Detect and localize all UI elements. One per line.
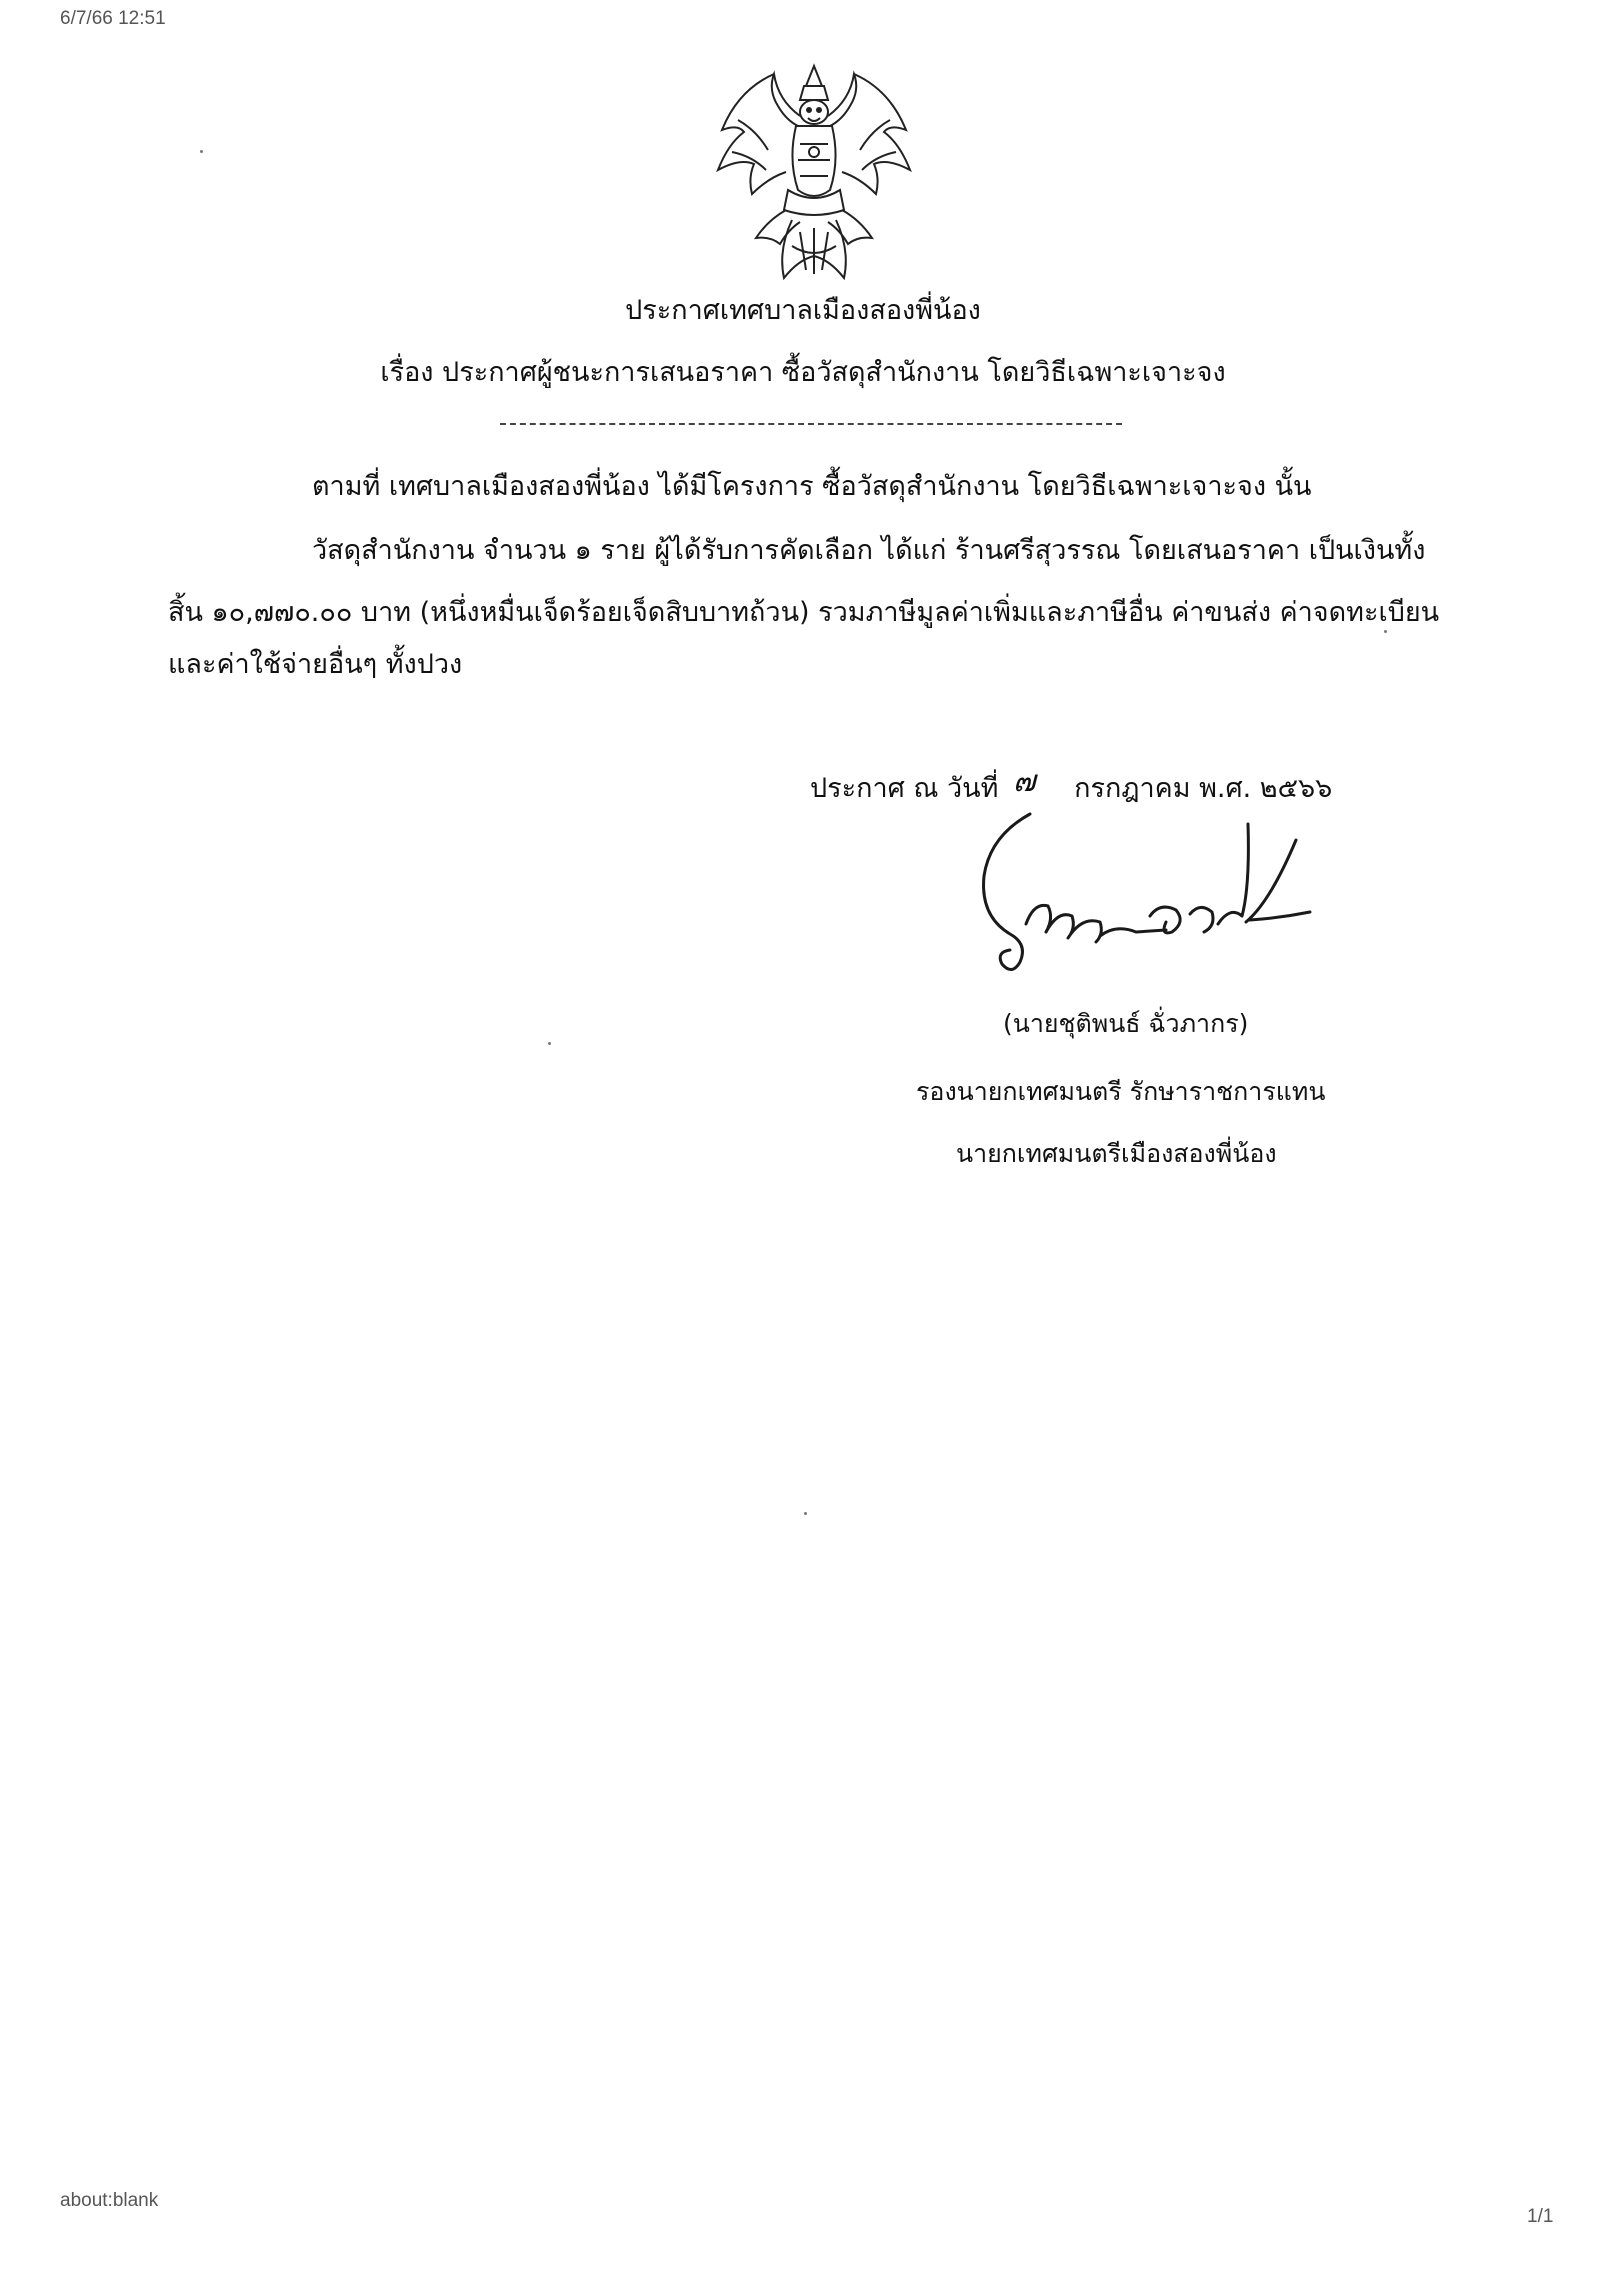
- body-line-2: วัสดุสำนักงาน จำนวน ๑ ราย ผู้ได้รับการคัดเลือก ได้แก่ ร้านศรีสุวรรณ โดยเสนอราคา เป็นเงินทั้ง: [312, 535, 1426, 566]
- body-line-4: และค่าใช้จ่ายอื่นๆ ทั้งปวง: [168, 649, 463, 680]
- garuda-emblem-icon: [708, 60, 920, 284]
- signer-position-line-2: นายกเทศมนตรีเมืองสองพี่น้อง: [956, 1139, 1277, 1168]
- body-line-3: สิ้น ๑๐,๗๗๐.๐๐ บาท (หนึ่งหมื่นเจ็ดร้อยเจ็ดสิบบาทถ้วน) รวมภาษีมูลค่าเพิ่มและภาษีอื่น ค่าขนส่ง ค่าจดทะเบียน: [168, 597, 1440, 628]
- body-line-1: ตามที่ เทศบาลเมืองสองพี่น้อง ได้มีโครงการ ซื้อวัสดุสำนักงาน โดยวิธีเฉพาะเจาะจง นั้น: [312, 471, 1312, 502]
- print-footer-url: about:blank: [60, 2190, 159, 2211]
- print-footer-page: 1/1: [1527, 2206, 1554, 2227]
- document-title: ประกาศเทศบาลเมืองสองพี่น้อง: [625, 295, 981, 326]
- scan-speck: [200, 150, 203, 153]
- scan-speck: [804, 1512, 807, 1515]
- announcement-date-prefix: ประกาศ ณ วันที่: [810, 773, 999, 804]
- handwritten-signature-icon: [950, 806, 1370, 986]
- scan-speck: [548, 1042, 551, 1045]
- scan-speck: [1384, 630, 1387, 633]
- separator-line: [500, 423, 1122, 425]
- announcement-month-year: กรกฎาคม พ.ศ. ๒๕๖๖: [1074, 773, 1333, 804]
- signer-position-line-1: รองนายกเทศมนตรี รักษาราชการแทน: [916, 1077, 1326, 1106]
- document-subject: เรื่อง ประกาศผู้ชนะการเสนอราคา ซื้อวัสดุสำนักงาน โดยวิธีเฉพาะเจาะจง: [380, 357, 1226, 388]
- announcement-date: [810, 764, 1332, 811]
- announcement-day: ๗: [1013, 764, 1036, 799]
- signer-name: (นายชุติพนธ์ ฉั่วภากร): [1003, 1009, 1249, 1038]
- print-datetime: 6/7/66 12:51: [60, 8, 166, 29]
